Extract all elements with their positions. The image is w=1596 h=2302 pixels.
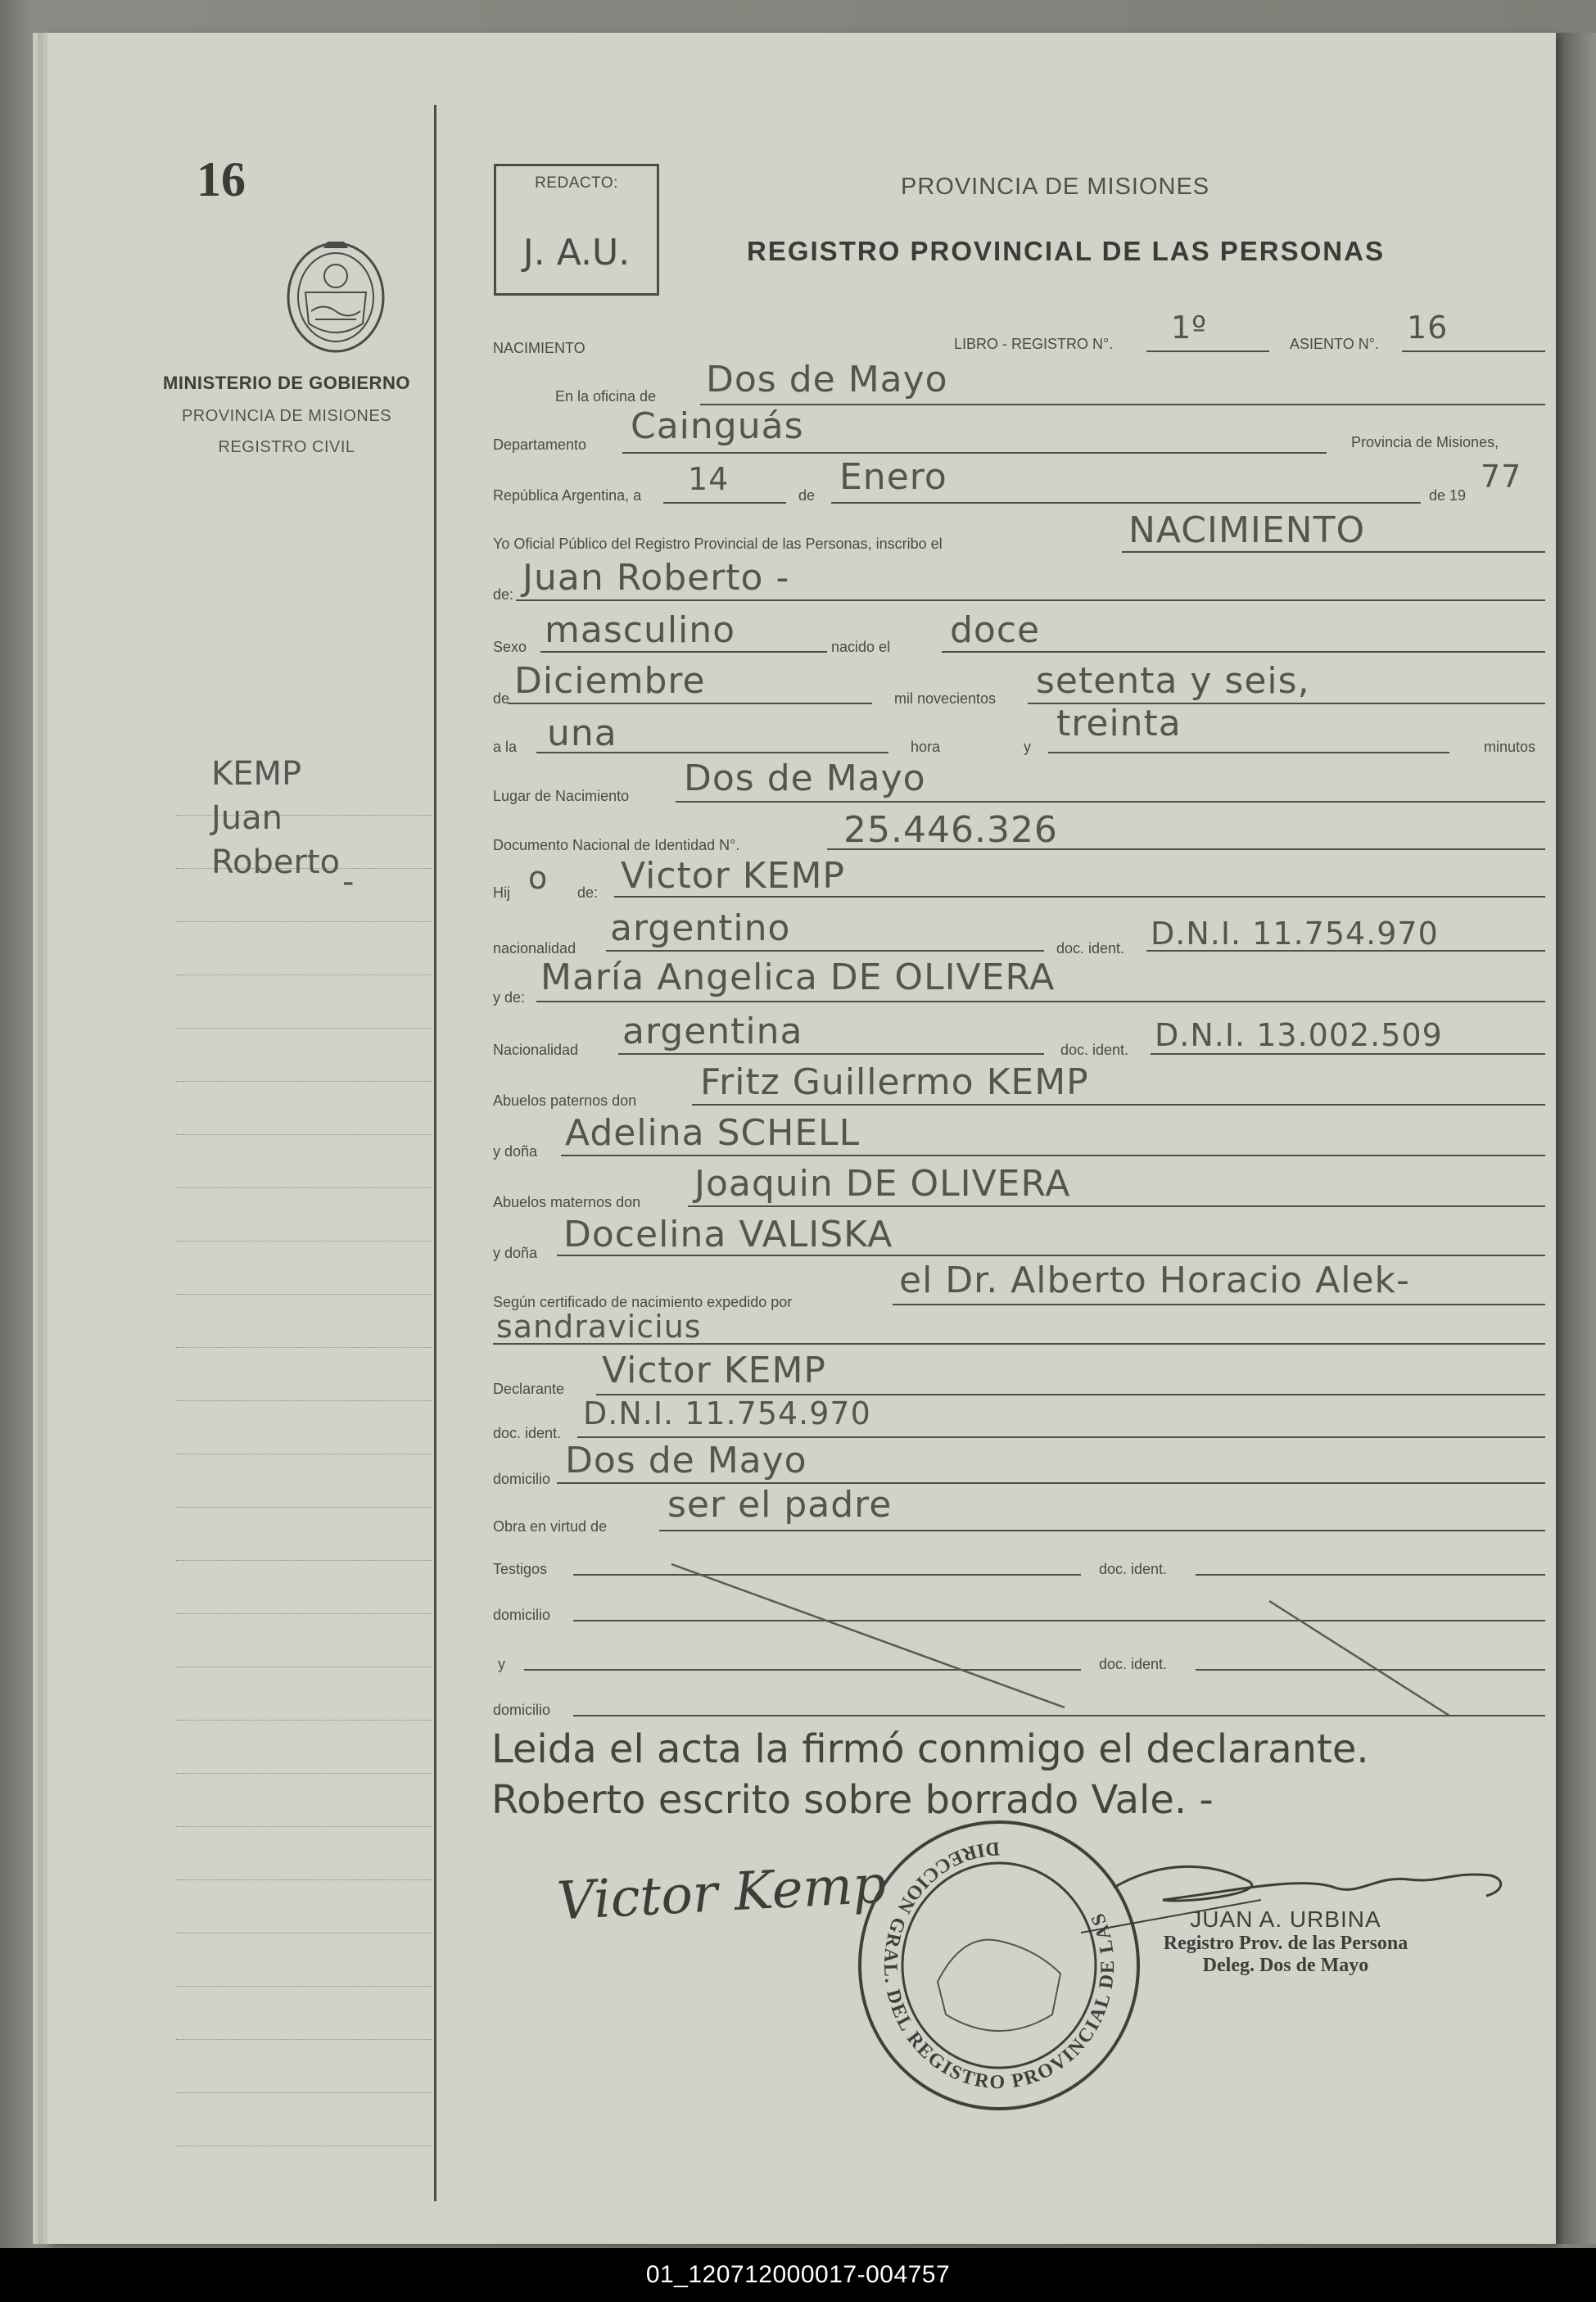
testigos-label: Testigos <box>493 1561 548 1577</box>
departamento-label: Departamento <box>493 436 587 453</box>
doc-ident-padre-label: doc. ident. <box>1056 940 1125 957</box>
certificado-linea1: el Dr. Alberto Horacio Alek- <box>899 1260 1410 1301</box>
lugar-label: Lugar de Nacimiento <box>493 788 630 804</box>
margin-annotation <box>211 752 354 904</box>
provincial-crest-icon <box>283 233 389 356</box>
testigos-doc-label: doc. ident. <box>1099 1561 1168 1577</box>
mes-value: Enero <box>839 456 947 498</box>
domicilio-value: Dos de Mayo <box>565 1440 807 1481</box>
provincia-left-label: PROVINCIA DE MISIONES <box>181 407 392 425</box>
domicilio-label: domicilio <box>493 1471 551 1487</box>
abuelo-paterno-value: Fritz Guillermo KEMP <box>700 1061 1089 1103</box>
abuelos-maternos-label: Abuelos maternos don <box>493 1194 641 1210</box>
declarante-doc-value: D.N.I. 11.754.970 <box>583 1395 871 1431</box>
nacionalidad-padre-label: nacionalidad <box>493 940 576 957</box>
padre-value: Victor KEMP <box>621 855 845 897</box>
a-la-label: a la <box>493 739 518 755</box>
provincia-de-label: Provincia de Misiones, <box>1351 434 1499 450</box>
asiento-value: 16 <box>1407 310 1449 346</box>
page-number: 16 <box>197 152 246 206</box>
abuela-materna-value: Docelina VALISKA <box>563 1214 893 1255</box>
declarante-signature: Victor Kemp <box>555 1854 888 1933</box>
margin-dash: - <box>342 863 355 901</box>
hijo-de-label: de: <box>577 884 599 901</box>
nacimiento-label: NACIMIENTO <box>493 340 586 356</box>
registro-title: REGISTRO PROVINCIAL DE LAS PERSONAS <box>747 236 1385 266</box>
minutos-label: minutos <box>1484 739 1536 755</box>
asiento-label: ASIENTO N°. <box>1290 336 1379 352</box>
hijo-sufijo: o <box>528 860 549 896</box>
nombre-value: Juan Roberto - <box>522 557 790 599</box>
margin-first-name: Juan <box>211 799 283 837</box>
hora-value: una <box>547 712 617 754</box>
redacto-initials: J. A.U. <box>522 232 631 274</box>
madre-doc-value: D.N.I. 13.002.509 <box>1155 1017 1443 1053</box>
sexo-label: Sexo <box>493 639 527 655</box>
scan-footer-id: 01_120712000017-004757 <box>0 2248 1596 2302</box>
padre-doc-value: D.N.I. 11.754.970 <box>1151 916 1439 952</box>
book-shadow <box>1556 33 1596 2244</box>
abuela-materna-label: y doña <box>493 1245 538 1261</box>
abuela-paterna-value: Adelina SCHELL <box>565 1112 861 1154</box>
minutos-value: treinta <box>1056 703 1182 744</box>
seal-name: JUAN A. URBINA <box>1190 1906 1381 1932</box>
column-divider <box>434 105 436 2201</box>
seal-line-1: Registro Prov. de las Persona <box>1163 1933 1408 1954</box>
abuela-paterna-label: y doña <box>493 1143 538 1160</box>
testigos-y-label: y <box>498 1656 505 1672</box>
testigos-crossout <box>491 1540 1556 1736</box>
lugar-value: Dos de Mayo <box>684 758 926 799</box>
seal-line-2: Deleg. Dos de Mayo <box>1202 1955 1369 1976</box>
testigos-domicilio-label: domicilio <box>493 1607 551 1623</box>
provincia-title: PROVINCIA DE MISIONES <box>901 174 1210 200</box>
nacionalidad-madre-label: Nacionalidad <box>493 1042 579 1058</box>
closing-line-1: Leida el acta la firmó conmigo el declarante. <box>491 1726 1369 1772</box>
oficina-value: Dos de Mayo <box>706 359 948 400</box>
obra-value: ser el padre <box>667 1484 893 1526</box>
declarante-value: Victor KEMP <box>602 1350 826 1391</box>
nacido-dia-value: doce <box>950 609 1041 651</box>
madre-value: María Angelica DE OLIVERA <box>540 957 1056 998</box>
official-seal-text <box>1130 1906 1441 1977</box>
stamp-ring-text: DIRECCION GRAL. DEL REGISTRO PROVINCIAL DE LAS <box>879 1837 1119 2094</box>
mil-novecientos-label: mil novecientos <box>894 690 997 707</box>
nacido-anio-value: setenta y seis, <box>1036 660 1310 702</box>
madre-nacionalidad-value: argentina <box>622 1011 803 1052</box>
y-label: y <box>1024 739 1031 755</box>
registro-civil-label: REGISTRO CIVIL <box>218 438 355 456</box>
segun-certificado-label: Según certificado de nacimiento expedido por <box>493 1294 793 1310</box>
de-nombre-label: de: <box>493 586 514 603</box>
hora-label: hora <box>911 739 941 755</box>
declarante-doc-label: doc. ident. <box>493 1425 562 1441</box>
anio-value: 77 <box>1481 459 1522 495</box>
dni-value: 25.446.326 <box>843 809 1058 851</box>
republica-label: República Argentina, a <box>493 487 642 504</box>
margin-middle-name: Roberto <box>211 843 341 881</box>
doc-ident-madre-label: doc. ident. <box>1060 1042 1129 1058</box>
declarante-label: Declarante <box>493 1381 565 1397</box>
padre-nacionalidad-value: argentino <box>610 907 791 949</box>
certificado-linea2: sandravicius <box>496 1309 702 1345</box>
de-mes-label: de <box>798 487 816 504</box>
testigos-domicilio2-label: domicilio <box>493 1702 551 1718</box>
abuelo-materno-value: Joaquin DE OLIVERA <box>694 1163 1071 1205</box>
yo-oficial-label: Yo Oficial Público del Registro Provincial de las Personas, inscribo el <box>493 536 943 552</box>
departamento-value: Cainguás <box>631 405 804 447</box>
redacto-box <box>494 164 659 296</box>
hijo-label: Hij <box>493 884 510 901</box>
documento-label: Documento Nacional de Identidad N°. <box>493 837 740 853</box>
nacido-mes-value: Diciembre <box>514 660 706 702</box>
redacto-label: REDACTO: <box>535 174 618 192</box>
sexo-value: masculino <box>545 609 736 651</box>
nacido-label: nacido el <box>831 639 891 655</box>
ministerio-label: MINISTERIO DE GOBIERNO <box>163 373 410 393</box>
abuelos-paternos-label: Abuelos paternos don <box>493 1092 637 1109</box>
oficina-label: En la oficina de <box>555 388 657 405</box>
de-anio-label: de 19 <box>1429 487 1467 504</box>
margin-surname: KEMP <box>211 755 302 793</box>
closing-line-2: Roberto escrito sobre borrado Vale. - <box>491 1777 1214 1823</box>
testigos-doc2-label: doc. ident. <box>1099 1656 1168 1672</box>
dia-value: 14 <box>688 461 730 497</box>
libro-value: 1º <box>1171 310 1208 346</box>
obra-label: Obra en virtud de <box>493 1518 608 1535</box>
libro-label: LIBRO - REGISTRO N°. <box>954 336 1114 352</box>
y-de-madre-label: y de: <box>493 989 526 1006</box>
inscribe-value: NACIMIENTO <box>1128 509 1366 551</box>
de-mes-nacido-label: de <box>493 690 510 707</box>
